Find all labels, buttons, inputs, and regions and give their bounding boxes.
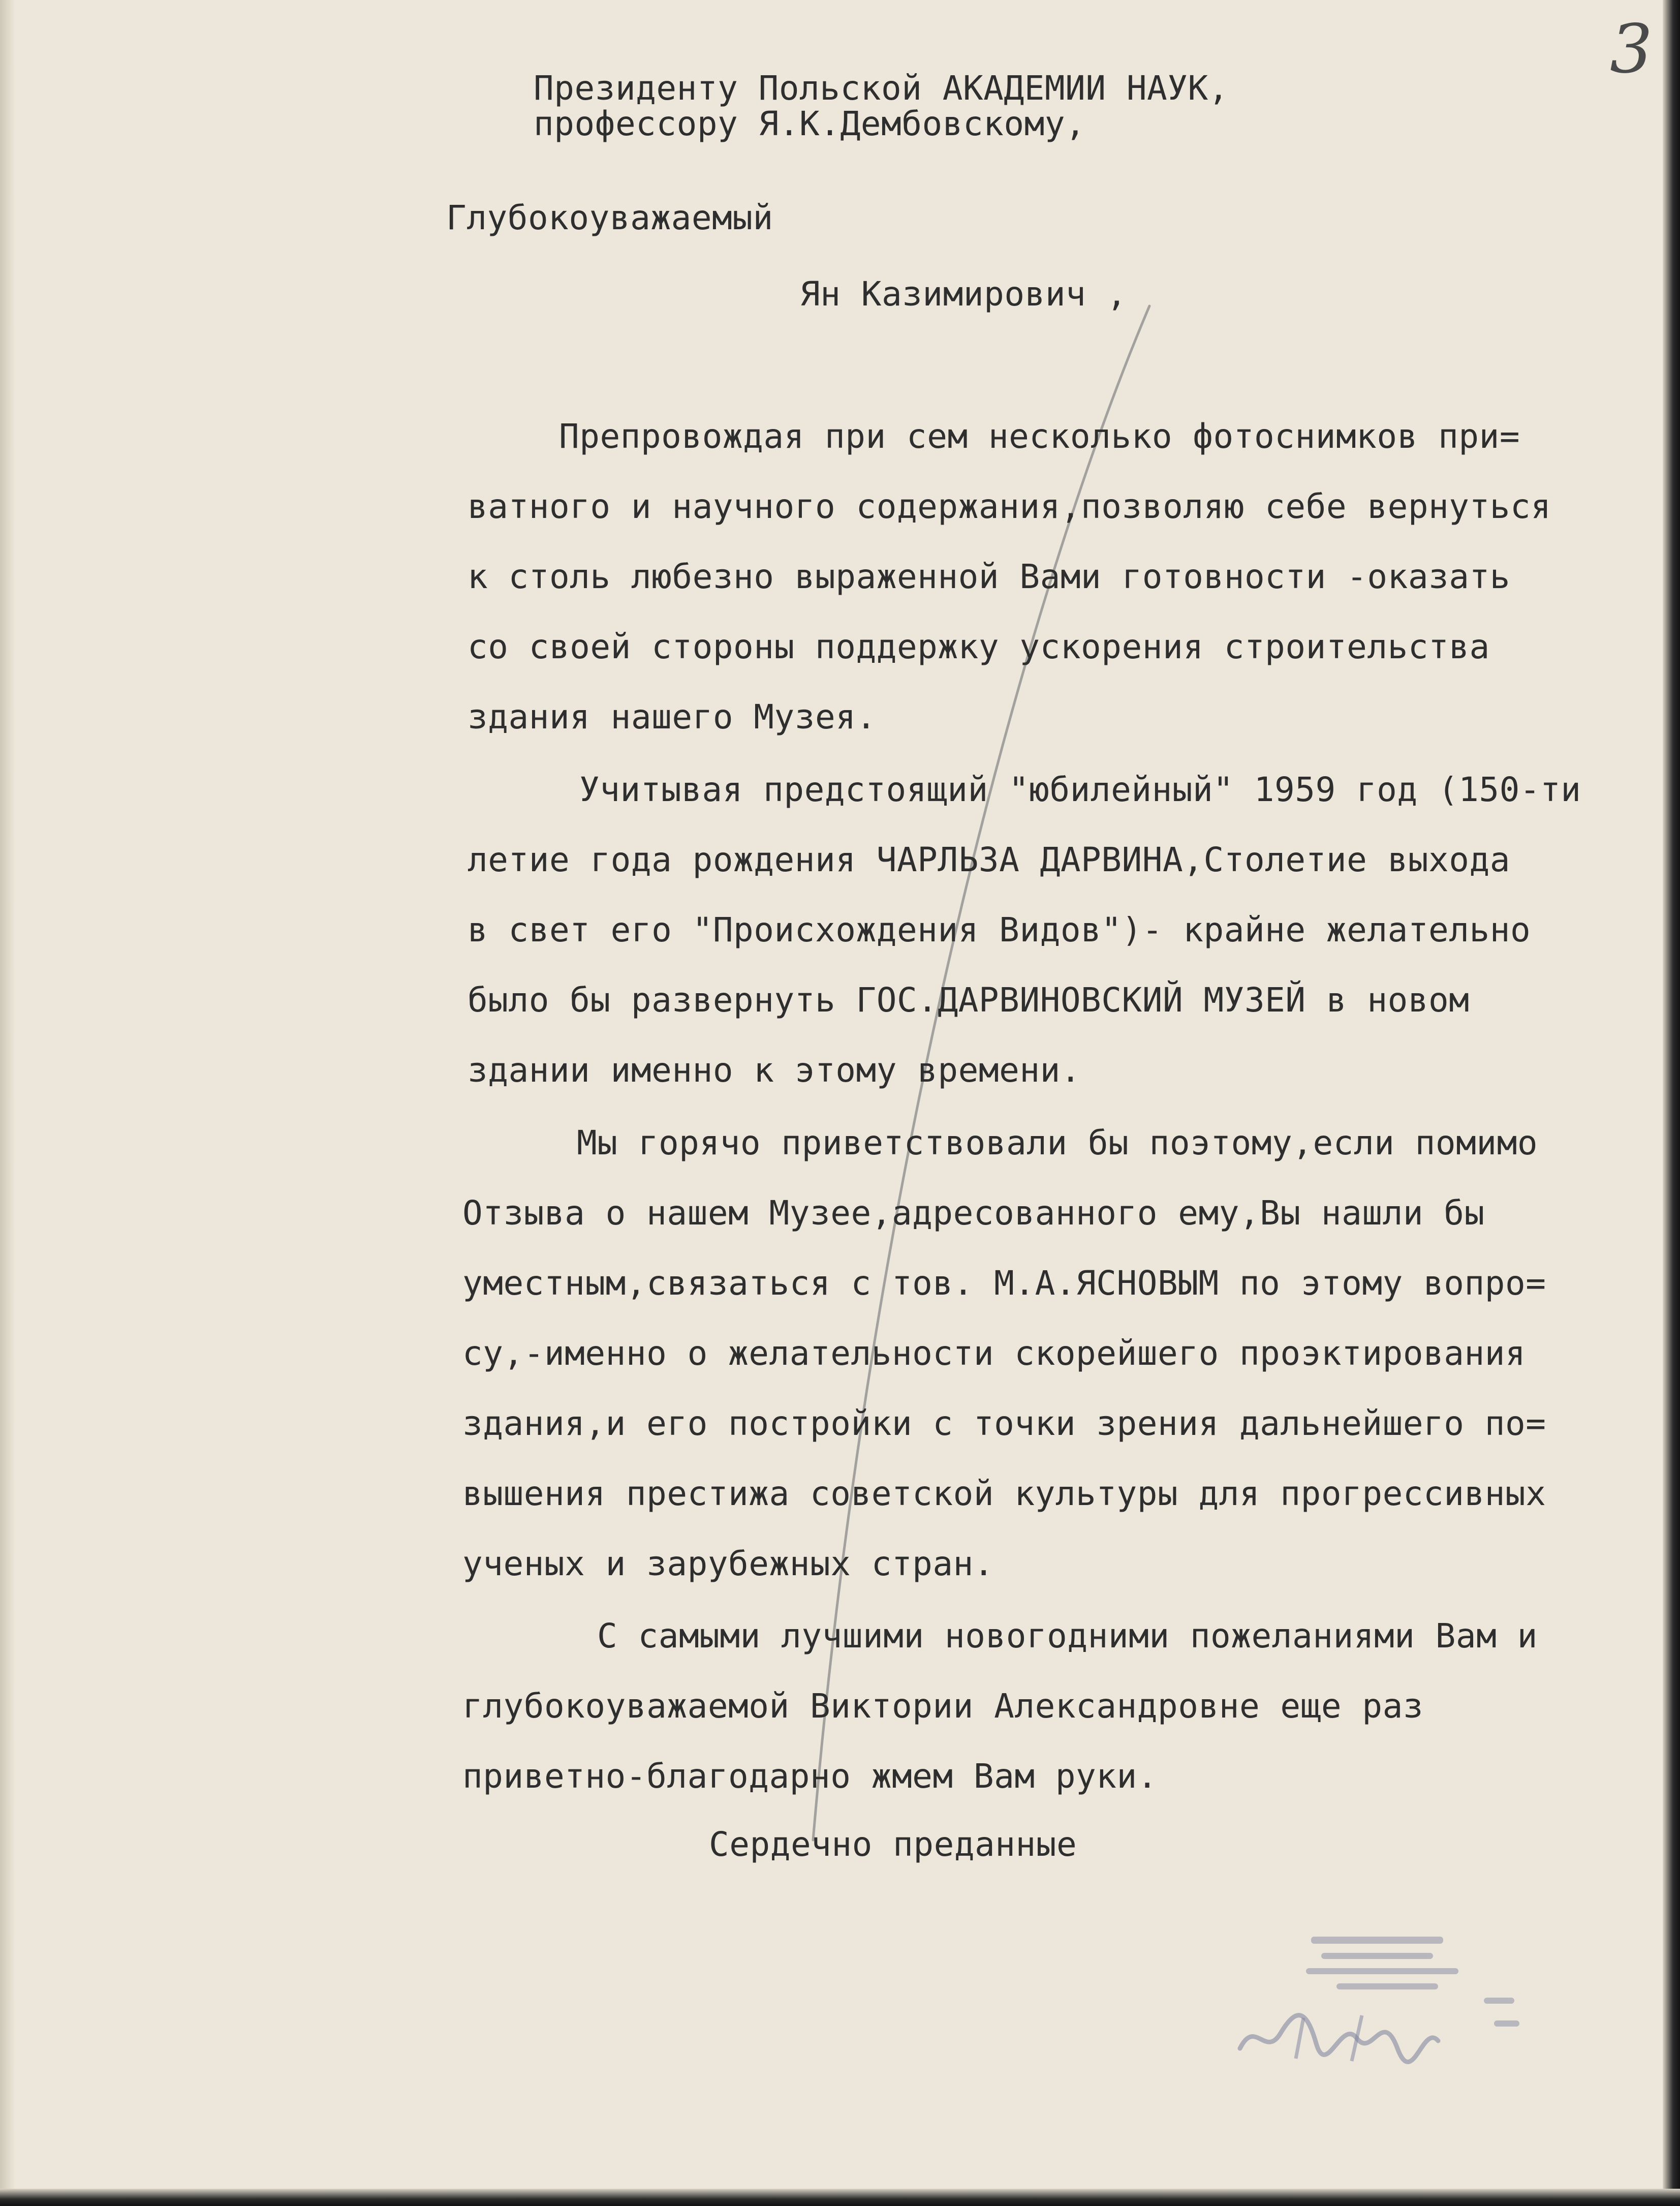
salutation-line: Глубокоуважаемый	[446, 198, 773, 237]
page-edge-right	[1663, 0, 1680, 2206]
body-line: Мы горячо приветствовали бы поэтому,если помимо	[577, 1123, 1538, 1162]
body-line: к столь любезно выраженной Вами готовности -оказать	[468, 557, 1511, 596]
body-line: здания нашего Музея.	[468, 697, 877, 737]
closing-line: Сердечно преданные	[709, 1825, 1077, 1864]
body-line: С самыми лучшими новогодними пожеланиями Вам и	[597, 1616, 1538, 1656]
body-line: летие года рождения ЧАРЛЬЗА ДАРВИНА,Столетие выхода	[468, 840, 1511, 879]
page-number: 3	[1610, 10, 1653, 88]
body-line: су,-именно о желательности скорейшего проэктирования	[462, 1334, 1526, 1373]
body-line: в свет его "Происхождения Видов")- крайне желательно	[468, 910, 1531, 949]
body-line: здания,и его постройки с точки зрения дальнейшего по=	[462, 1404, 1546, 1443]
body-line: со своей стороны поддержку ускорения строительства	[468, 627, 1490, 666]
body-line: приветно-благодарно жмем Вам руки.	[462, 1757, 1158, 1796]
body-line: уместным,связаться с тов. М.А.ЯСНОВЫМ по этому вопро=	[462, 1264, 1546, 1303]
body-line: ватного и научного содержания,позволяю себе вернуться	[468, 487, 1551, 526]
body-line: Учитывая предстоящий "юбилейный" 1959 год (150-ти	[579, 770, 1581, 809]
salutation-line: Ян Казимирович ,	[800, 274, 1127, 314]
addressee-line: профессору Я.К.Дембовскому,	[534, 104, 1086, 143]
body-line: Отзыва о нашем Музее,адресованного ему,Вы нашли бы	[462, 1193, 1485, 1233]
body-line: вышения престижа советской культуры для прогрессивных	[462, 1474, 1546, 1513]
archive-stamp	[1220, 1932, 1535, 2084]
body-line: здании именно к этому времени.	[468, 1051, 1081, 1090]
body-line: ученых и зарубежных стран.	[462, 1544, 994, 1583]
body-line: Препровождая при сем несколько фотоснимков при=	[559, 417, 1520, 456]
body-line: было бы развернуть ГОС.ДАРВИНОВСКИЙ МУЗЕЙ в новом	[468, 981, 1470, 1020]
addressee-line: Президенту Польской АКАДЕМИИ НАУК,	[534, 69, 1229, 108]
body-line: глубокоуважаемой Виктории Александровне еще раз	[462, 1687, 1424, 1726]
page-edge-bottom	[0, 2189, 1680, 2206]
